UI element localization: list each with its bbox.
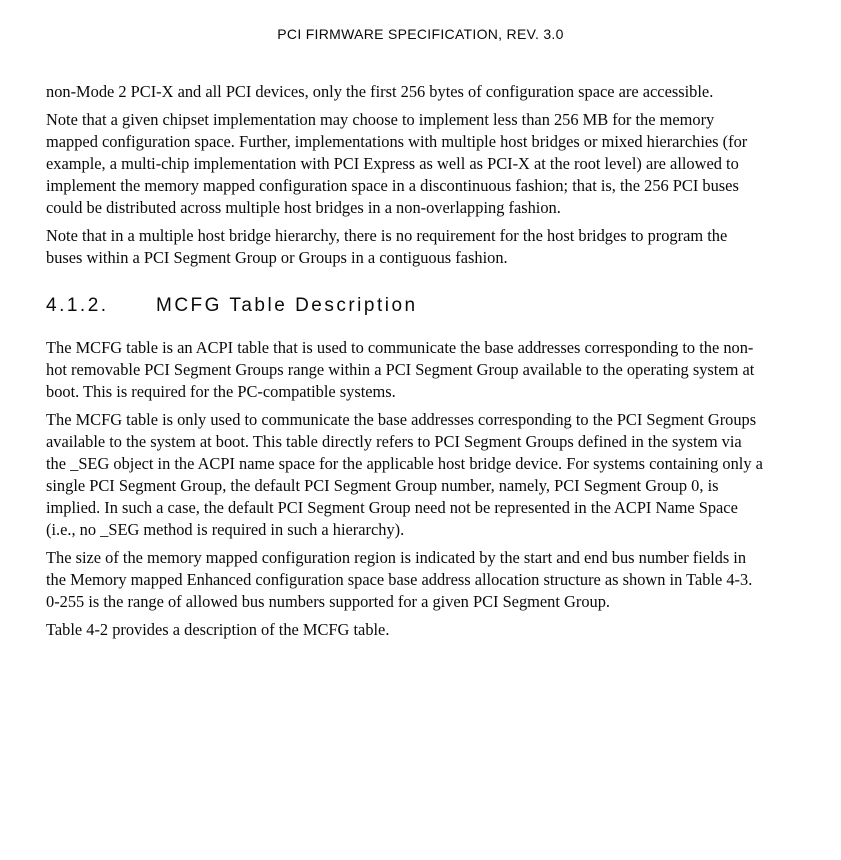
body-paragraph: non-Mode 2 PCI-X and all PCI devices, only the first 256 bytes of configuration space are accessible. <box>46 82 714 101</box>
body-paragraph: Note that a given chipset implementation may choose to implement less than 256 MB for the memory mapped configuration space. Further, implementations with multiple host bridges or mixed hierarchies (for example, a multi-chip implementation with PCI Express as well as PCI-X at the root level) are allowed to implement the memory mapped configuration space in a discontinuous fashion; that is, the 256 PCI buses could be distributed across multiple host bridges in a non-overlapping fashion. <box>46 110 748 217</box>
body-paragraph: The MCFG table is an ACPI table that is used to communicate the base addresses corresponding to the non-hot removable PCI Segment Groups range within a PCI Segment Group available to the operating system at boot. This is required for the PC-compatible systems. <box>46 338 755 401</box>
body-paragraph: Table 4-2 provides a description of the MCFG table. <box>46 620 390 639</box>
body-paragraph: Note that in a multiple host bridge hierarchy, there is no requirement for the host bridges to program the buses within a PCI Segment Group or Groups in a contiguous fashion. <box>46 226 728 267</box>
section-heading <box>46 293 764 319</box>
body-paragraph: The size of the memory mapped configuration region is indicated by the start and end bus number fields in the Memory mapped Enhanced configuration space base address allocation structure as shown in Table 4-3. 0-255 is the range of allowed bus numbers supported for a given PCI Segment Group. <box>46 548 753 611</box>
body-paragraph: The MCFG table is only used to communicate the base addresses corresponding to the PCI Segment Groups available to the system at boot. This table directly refers to PCI Segment Groups defined in the system via the _SEG object in the ACPI name space for the applicable host bridge device. For systems containing only a single PCI Segment Group, the default PCI Segment Group number, namely, PCI Segment Group 0, is implied. In such a case, the default PCI Segment Group need not be represented in the ACPI Name Space (i.e., no _SEG method is required in such a hierarchy). <box>46 410 763 539</box>
page-body <box>46 81 764 647</box>
section-title: MCFG Table Description <box>156 295 418 316</box>
section-number: 4.1.2. <box>46 295 109 316</box>
running-header: PCI FIRMWARE SPECIFICATION, REV. 3.0 <box>277 26 564 42</box>
